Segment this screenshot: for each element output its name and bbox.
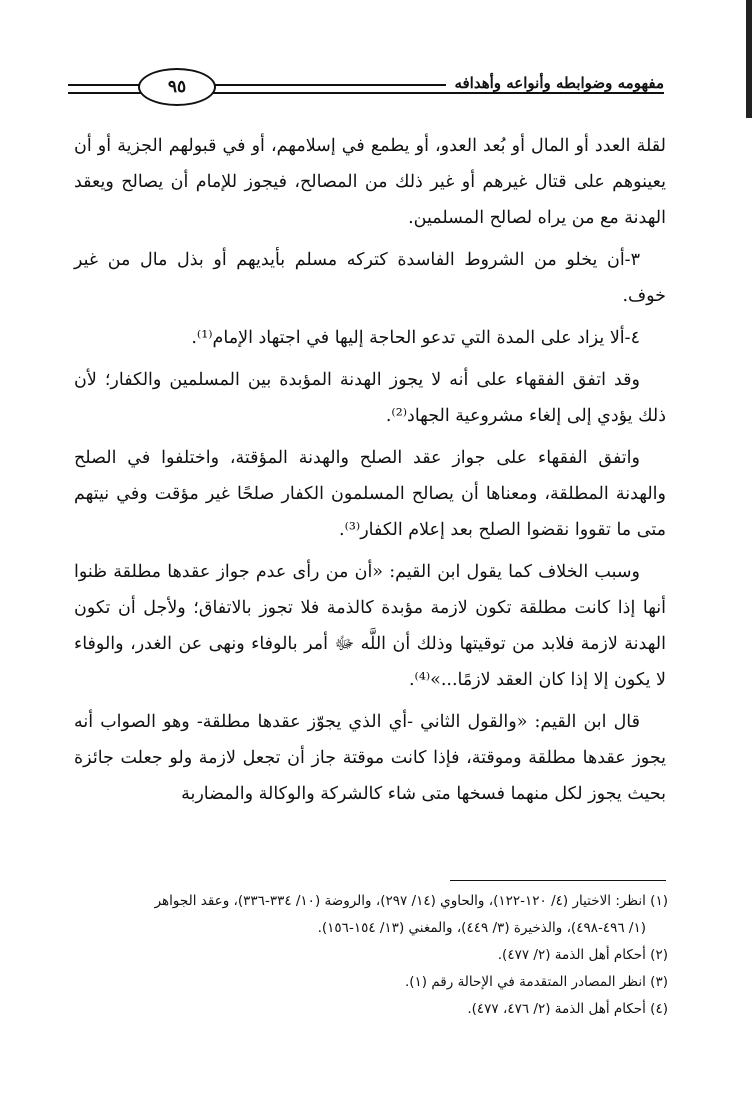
footnote: (١) انظر: الاختيار (٤/ ١٢٠-١٢٢)، والحاوي (١٤/ ٢٩٧)، والروضة (١٠/ ٣٣٤-٣٣٦)، وعقد الجواهر (154, 893, 668, 909)
paragraph: وقد اتفق الفقهاء على أنه لا يجوز الهدنة المؤبدة بين المسلمين والكفار؛ لأن ذلك يؤدي إلى إلغاء مشروعية الجهاد⁽²⁾. (74, 370, 666, 426)
paragraph: ٣-أن يخلو من الشروط الفاسدة كتركه مسلم بأيديهم أو بذل مال من غير خوف. (74, 250, 666, 306)
paragraph: لقلة العدد أو المال أو بُعد العدو، أو يطمع في إسلامهم، أو في قبولهم الجزية أو أن يعينوهم على قتال غيرهم أو غير ذلك من المصالح، فيجوز للإمام أن يصالح ويعقد الهدنة مع من يراه لصالح المسلمين. (74, 136, 666, 228)
footnotes (74, 888, 668, 1023)
paragraph: قال ابن القيم: «والقول الثاني -أي الذي يجوّز عقدها مطلقة- وهو الصواب أنه يجوز عقدها مطلقة وموقتة، فإذا كانت موقتة جاز أن تجعل لازمة ولو جعلت جائزة بحيث يجوز لكل منهما فسخها متى شاء كالشركة والوكالة والمضاربة (74, 712, 666, 804)
footnote: (٤) أحكام أهل الذمة (٢/ ٤٧٦، ٤٧٧). (467, 1001, 668, 1017)
footnote: (٢) أحكام أهل الذمة (٢/ ٤٧٧). (497, 947, 668, 963)
main-text (74, 128, 666, 818)
footnote: (١/ ٤٩٦-٤٩٨)، والذخيرة (٣/ ٤٤٩)، والمغني (١٣/ ١٥٤-١٥٦). (317, 920, 646, 936)
paragraph: ٤-ألا يزاد على المدة التي تدعو الحاجة إليها في اجتهاد الإمام⁽¹⁾. (191, 328, 640, 348)
header-title: مفهومه وضوابطه وأنواعه وأهدافه (446, 74, 664, 92)
page-edge-shadow (746, 0, 752, 118)
footnote: (٣) انظر المصادر المتقدمة في الإحالة رقم (١). (404, 974, 668, 990)
paragraph: واتفق الفقهاء على جواز عقد الصلح والهدنة المؤقتة، واختلفوا في الصلح والهدنة المطلقة، ومعناها أن يصالح المسلمون الكفار صلحًا غير مؤقت وفي نيتهم متى ما تقووا نقضوا الصلح بعد إعلام الكفار⁽³⁾. (74, 448, 666, 540)
footnote-separator (450, 880, 666, 881)
running-header (68, 64, 664, 108)
page-number: ٩٥ (138, 68, 216, 106)
paragraph: وسبب الخلاف كما يقول ابن القيم: «أن من رأى عدم جواز عقدها مطلقة ظنوا أنها إذا كانت مطلقة تكون لازمة مؤبدة كالذمة فلا تجوز بالاتفاق؛ ولأجل أن تكون الهدنة لازمة فلابد من توقيتها وذلك أن اللَّه ﷻ أمر بالوفاء ونهى عن الغدر، والوفاء لا يكون إلا إذا كان العقد لازمًا...»⁽⁴⁾. (74, 562, 666, 690)
